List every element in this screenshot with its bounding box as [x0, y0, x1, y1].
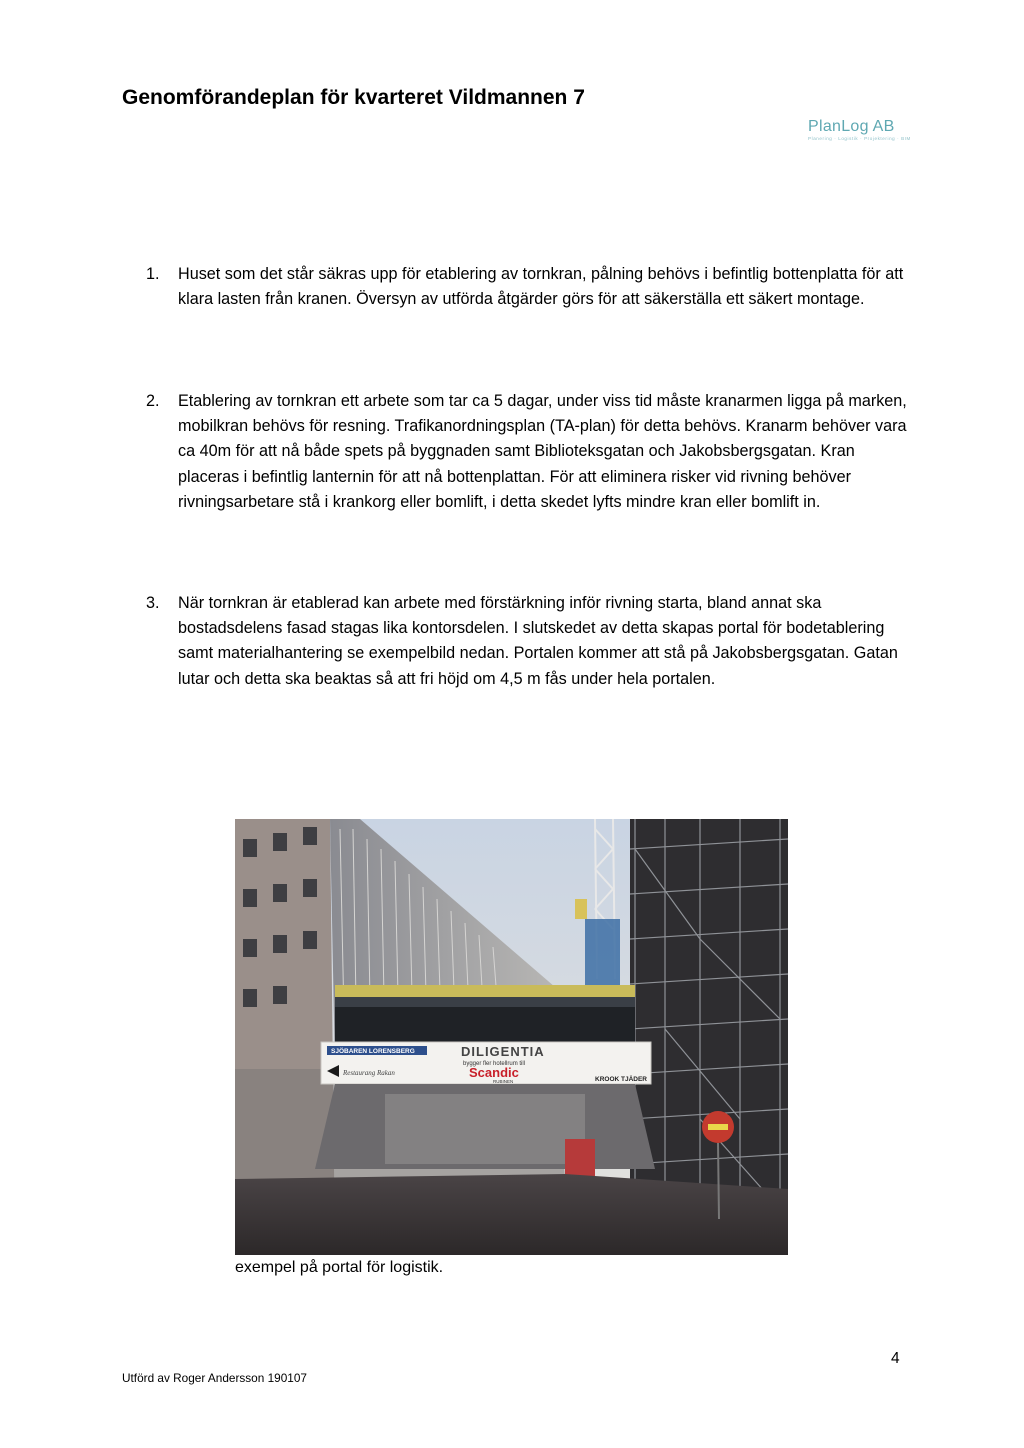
page-number: 4: [891, 1350, 900, 1367]
banner-left-sub: Restaurang Rakan: [343, 1069, 395, 1077]
example-photo-logistics-portal: [235, 819, 788, 1255]
footer-author: Utförd av Roger Andersson 190107: [122, 1371, 307, 1385]
list-item-text: Huset som det står säkras upp för etablering av tornkran, pålning behövs i befintlig bottenplatta för att klara lasten från kranen. Översyn av utförda åtgärder görs för att säkerställa ett säkert montage.: [178, 265, 904, 309]
banner-main: DILIGENTIA: [461, 1044, 545, 1059]
list-item-text: Etablering av tornkran ett arbete som tar ca 5 dagar, under viss tid måste kranarmen ligga på marken, mobilkran behövs för resning. Trafikanordningsplan (TA-plan) för detta behövs. Kranarm behöver vara ca 40m för att nå både spets på byggnaden samt Biblioteksgatan och Jakobsbergsgatan. Kran placeras i befintlig lanternin för att nå bottenplattan. För att eliminera risker vid rivning behöver rivningsarbetare stå i krankorg eller bomlift, i detta skedet lyfts mindre kran eller bomlift in.: [178, 392, 907, 511]
list-item-number: 1.: [146, 265, 160, 283]
logo-tagline: Planering · Logistik · Projektering · BIM: [808, 136, 911, 141]
document-title: Genomförandeplan för kvarteret Vildmannen 7: [122, 86, 585, 109]
banner-right: KROOK TJÄDER: [595, 1076, 648, 1083]
banner-main-sub: bygger fler hotellrum till: [463, 1061, 526, 1067]
photo-caption: exempel på portal för logistik.: [235, 1259, 444, 1276]
list-item-number: 2.: [146, 392, 160, 410]
banner-left-top: SJÖBAREN LORENSBERG: [331, 1048, 415, 1055]
planlog-logo: [808, 118, 911, 142]
banner-brand: Scandic: [469, 1065, 519, 1080]
logo-name: PlanLog AB: [808, 118, 895, 135]
banner-brand-sub: RUBINEN: [493, 1079, 514, 1084]
list-item-text: När tornkran är etablerad kan arbete med förstärkning inför rivning starta, bland annat ska bostadsdelens fasad stagas lika kontorsdelen. I slutskedet av detta skapas portal för bodetablering samt materialhantering se exempelbild nedan. Portalen kommer att stå på Jakobsbergsgatan. Gatan lutar och detta ska beaktas så att fri höjd om 4,5 m fås under hela portalen.: [178, 594, 898, 688]
list-item-number: 3.: [146, 594, 160, 612]
